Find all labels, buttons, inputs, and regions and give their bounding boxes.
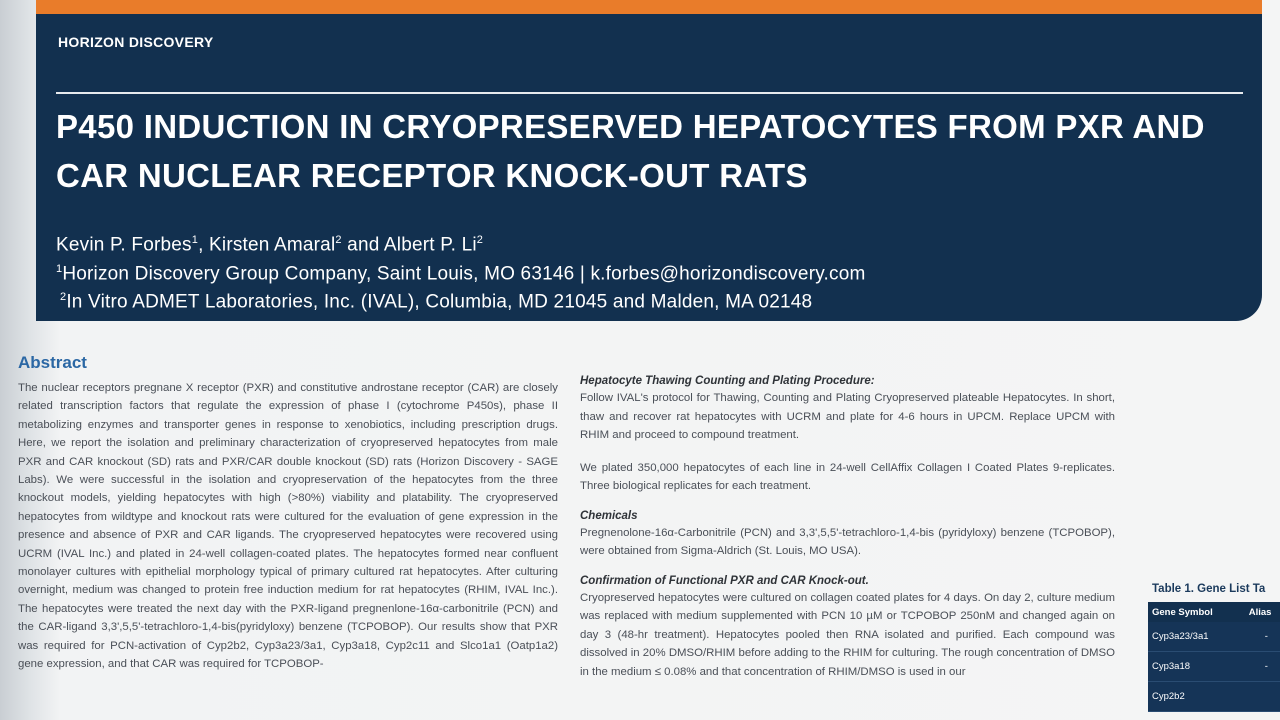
abstract-column	[18, 353, 558, 674]
author-name: , Kirsten Amaral	[198, 234, 336, 256]
table-cell: -	[1245, 622, 1280, 652]
affiliation-mark: 2	[60, 291, 67, 303]
poster-header	[36, 14, 1262, 321]
table-cell: -	[1245, 652, 1280, 682]
table-title: Table 1. Gene List Ta	[1152, 583, 1266, 595]
section-heading: Chemicals	[580, 509, 638, 522]
organization-name: HORIZON DISCOVERY	[58, 34, 214, 50]
section-text: Follow IVAL's protocol for Thawing, Counting and Plating Cryopreserved plateable Hepatocytes. In short, thaw and recover rat hepatocytes with UCRM and plate for 4-6 hours in UPCM. Replace UPCM with RHIM and proceed to compound treatment.	[580, 392, 1115, 441]
methods-section	[580, 459, 1115, 496]
table-row	[1148, 652, 1280, 682]
affiliation-2	[60, 291, 812, 313]
abstract-heading: Abstract	[18, 353, 87, 372]
table-cell: Cyp3a23/3a1	[1148, 622, 1245, 652]
gene-table-area	[1148, 583, 1280, 712]
methods-column	[580, 375, 1115, 695]
author-affiliation-mark: 2	[335, 234, 342, 246]
author-name: and Albert P. Li	[341, 234, 477, 256]
methods-section	[580, 510, 1115, 561]
author-name: Kevin P. Forbes	[56, 234, 192, 256]
author-affiliation-mark: 1	[191, 234, 199, 246]
header-divider	[56, 92, 1243, 94]
affiliation-mark: 1	[56, 263, 63, 275]
methods-section	[580, 575, 1115, 682]
affiliation-text: Horizon Discovery Group Company, Saint Louis, MO 63146 | k.forbes@horizondiscovery.com	[62, 263, 866, 285]
section-heading: Confirmation of Functional PXR and CAR Knock-out.	[580, 574, 869, 587]
author-list	[56, 234, 483, 256]
table-cell	[1245, 682, 1280, 712]
orange-top-bar	[36, 0, 1262, 14]
section-text: Pregnenolone-16α-Carbonitrile (PCN) and 3,3',5,5'-tetrachloro-1,4-bis (pyridyloxy) benzene (TCPOBOP), were obtained from Sigma-Aldrich (St. Louis, MO USA).	[580, 526, 1115, 557]
column-header: Alias	[1245, 602, 1280, 622]
table-cell: Cyp3a18	[1148, 652, 1245, 682]
gene-list-table	[1148, 602, 1280, 712]
affiliation-1	[56, 263, 866, 285]
section-text: We plated 350,000 hepatocytes of each line in 24-well CellAffix Collagen I Coated Plates 9-replicates. Three biological replicates for each treatment.	[580, 461, 1115, 492]
author-affiliation-mark: 2	[476, 234, 484, 246]
section-text: Cryopreserved hepatocytes were cultured on collagen coated plates for 4 days. On day 2, culture medium was replaced with medium supplemented with PCN 10 µM or TCPOBOP 250nM and changed again on day 3 (48-hr treatment). Hepatocytes pooled then RNA isolated and purified. Each compound was dissolved in 20% DMSO/RHIM before adding to the RHIM for culturing. The rough concentration of DMSO in the medium ≤ 0.08% and that concentration of RHIM/DMSO is used in our	[580, 591, 1115, 678]
affiliation-text: In Vitro ADMET Laboratories, Inc. (IVAL), Columbia, MD 21045 and Malden, MA 02148	[66, 291, 813, 313]
methods-section	[580, 375, 1115, 445]
table-row	[1148, 622, 1280, 652]
poster-body	[0, 321, 1280, 720]
abstract-text: The nuclear receptors pregnane X receptor (PXR) and constitutive androstane receptor (CAR) are closely related transcription factors that regulate the expression of phase I (cytochrome P450s), phase II metabolizing enzymes and transporter genes in response to xenobiotics, including prescription drugs. Here, we report the isolation and preliminary characterization of cryopreserved hepatocytes from male PXR and CAR knockout (SD) rats and PXR/CAR double knockout (SD) rats (Horizon Discovery - SAGE Labs). We were successful in the isolation and cryopreservation of the hepatocytes from the three knockout models, yielding hepatocytes with high (>80%) viability and platability. The cryopreserved hepatocytes from wildtype and knockout rats were cultured for the evaluation of gene expression in the presence and absence of PXR and CAR ligands. The cryopreserved hepatocytes were recovered using UCRM (IVAL Inc.) and plated in 24-well collagen-coated plates. The hepatocytes formed near confluent monolayer cultures with epithelial morphology typical of primary cultured rat hepatocytes. After culturing overnight, medium was changed to protein free induction medium for rat hepatocytes (RHIM, IVAL Inc.). The hepatocytes were treated the next day with the PXR-ligand pregnenlone-16α-carbonitrile (PCN) and the CAR-ligand 3,3',5,5'-tetrachloro-1,4-bis(pyridyloxy) benzene (TCPOBOP). Our results show that PXR was required for PCN-activation of Cyp2b2, Cyp3a23/3a1, Cyp3a18, Cyp2c11 and Slco1a1 (Oatp1a2) gene expression, and that CAR was required for TCPOBOP-	[18, 382, 558, 671]
section-heading: Hepatocyte Thawing Counting and Plating Procedure:	[580, 375, 875, 387]
poster-title: P450 INDUCTION IN CRYOPRESERVED HEPATOCYTES FROM PXR AND CAR NUCLEAR RECEPTOR KNOCK-OUT RATS	[56, 108, 1205, 194]
table-cell: Cyp2b2	[1148, 682, 1245, 712]
table-header-row	[1148, 602, 1280, 622]
column-header: Gene Symbol	[1148, 602, 1245, 622]
table-row	[1148, 682, 1280, 712]
